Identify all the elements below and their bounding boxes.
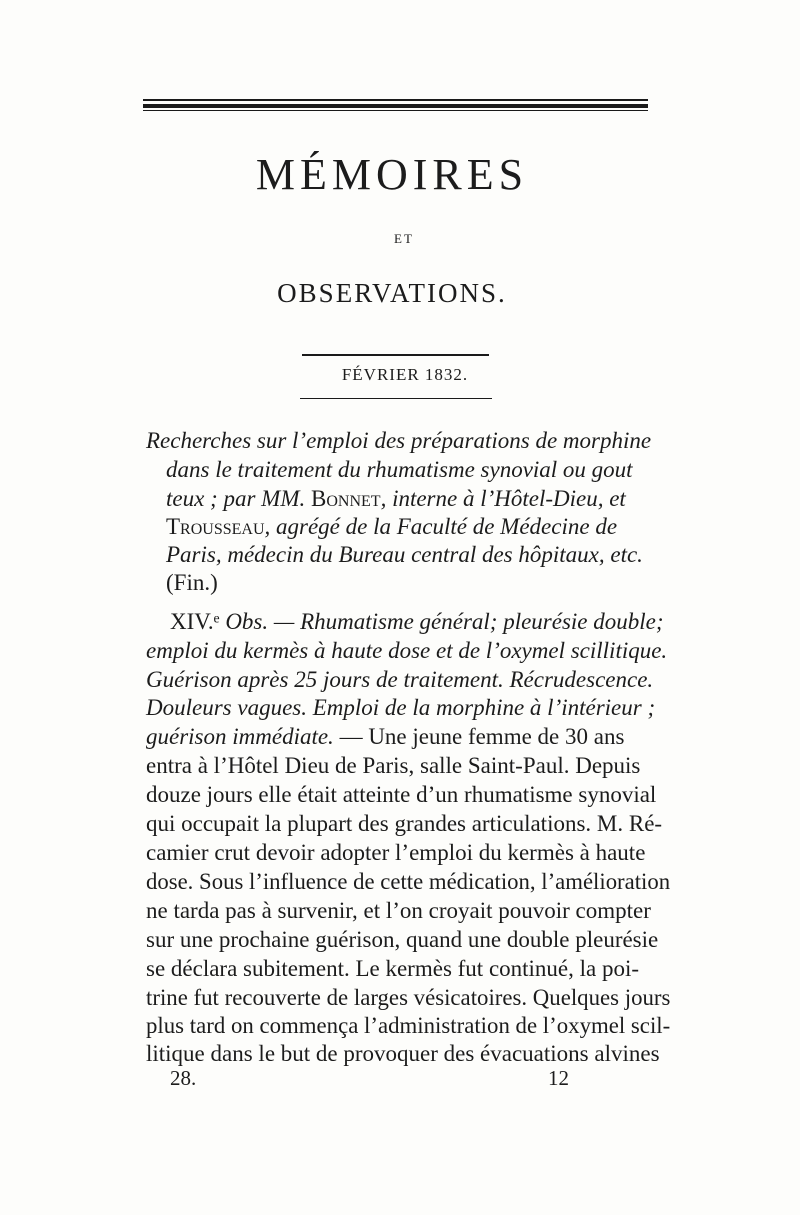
article-title-text: teux ; par MM.: [166, 486, 306, 511]
body-line: litique dans le but de provoquer des évacuations alvines: [146, 1041, 660, 1066]
date-rule-top: [302, 354, 489, 356]
article-title-line: Recherches sur l’emploi des préparations de morphine: [146, 428, 652, 453]
body-line: camier crut devoir adopter l’emploi du kermès à haute: [146, 840, 646, 865]
body-line: qui occupait la plupart des grandes articulations. M. Ré-: [146, 811, 663, 836]
section-subtitle: OBSERVATIONS.: [277, 278, 507, 308]
body-line: douze jours elle était atteinte d’un rhumatisme synovial: [146, 782, 657, 807]
date-rule-bottom: [300, 398, 492, 399]
body-line: dose. Sous l’influence de cette médication, l’amélioration: [146, 869, 671, 894]
body-line: Douleurs vagues. Emploi de la morphine à l’intérieur ;: [146, 695, 656, 720]
section-title: MÉMOIRES: [255, 150, 529, 199]
article-title-line: Paris, médecin du Bureau central des hôpitaux, etc.: [166, 542, 643, 567]
body-line: entra à l’Hôtel Dieu de Paris, salle Saint-Paul. Depuis: [146, 753, 641, 778]
body-line: [170, 608, 664, 636]
header-rule: [143, 110, 648, 111]
author-name: Bonnet: [311, 486, 381, 511]
signature-mark: 12: [548, 1066, 569, 1090]
author-name: Trousseau: [166, 514, 265, 539]
body-line: emploi du kermès à haute dose et de l’oxymel scillitique.: [146, 638, 668, 663]
article-title-line: (Fin.): [166, 570, 218, 595]
issue-date: FÉVRIER 1832.: [341, 365, 469, 384]
body-line: plus tard on commença l’administration de l’oxymel scil-: [146, 1013, 671, 1038]
body-line: trine fut recouverte de larges vésicatoires. Quelques jours: [146, 985, 671, 1010]
article-title-line: dans le traitement du rhumatisme synovial ou gout: [166, 457, 633, 482]
observation-heading: Obs. — Rhumatisme général; pleurésie double;: [225, 609, 664, 634]
volume-number: 28.: [170, 1066, 197, 1090]
section-conjunction: ET: [394, 231, 414, 246]
body-line: ne tarda pas à survenir, et l’on croyait pouvoir compter: [146, 898, 651, 923]
body-line: se déclara subitement. Le kermès fut continué, la poi-: [146, 956, 640, 981]
article-title-line: [166, 485, 626, 513]
header-rule: [143, 99, 648, 101]
article-title-text: , interne à l’Hôtel-Dieu, et: [380, 486, 626, 511]
observation-number: XIV.ᵉ: [170, 609, 220, 634]
article-title-text: , agrégé de la Faculté de Médecine de: [264, 514, 618, 539]
header-rule: [143, 104, 648, 108]
body-line: [146, 723, 624, 751]
article-title-line: [166, 513, 617, 541]
body-line: Guérison après 25 jours de traitement. Récrudescence.: [146, 667, 654, 692]
observation-heading: guérison immédiate.: [146, 724, 334, 749]
body-line: sur une prochaine guérison, quand une double pleurésie: [146, 927, 659, 952]
body-text: — Une jeune femme de 30 ans: [333, 724, 625, 749]
